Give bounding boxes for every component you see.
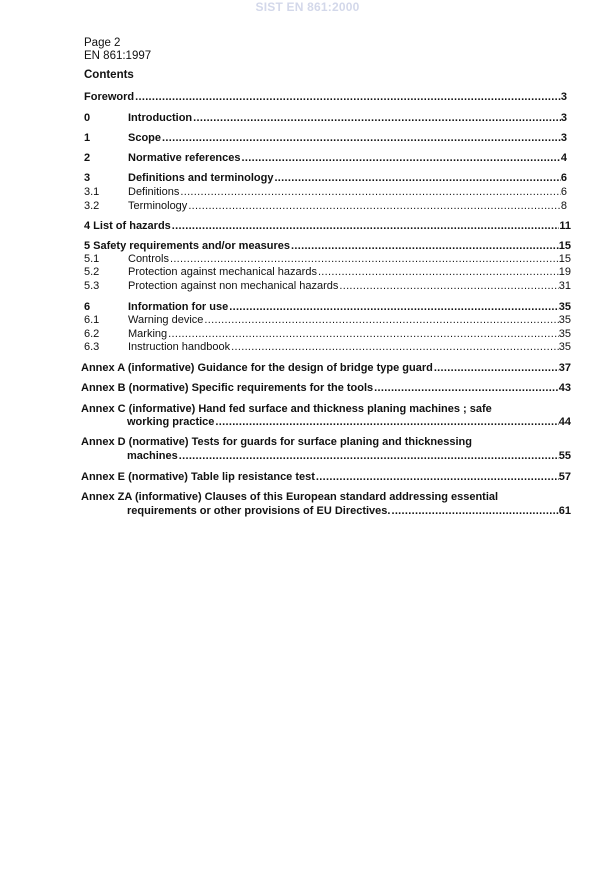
dot-leader xyxy=(231,341,559,354)
toc-entry-annex-a[interactable] xyxy=(0,362,615,375)
standard-id: EN 861:1997 xyxy=(84,50,152,62)
toc-entry-terminology[interactable] xyxy=(0,200,615,213)
toc-entry-marking[interactable] xyxy=(0,328,615,341)
toc-title: Controls xyxy=(128,253,169,265)
toc-entry-non-mechanical-hazards[interactable] xyxy=(0,280,615,293)
toc-number: 6 xyxy=(84,301,91,313)
toc-title: Foreword xyxy=(84,91,135,103)
toc-page: 43 xyxy=(558,382,571,394)
toc-entry-scope[interactable] xyxy=(0,132,615,145)
toc-number: 6.2 xyxy=(84,328,100,340)
dot-leader xyxy=(229,301,559,314)
toc-page: 3 xyxy=(560,91,567,103)
toc-title: Annex C (informative) Hand fed surface and thickness planing machines ; safe xyxy=(81,403,492,415)
toc-title: Annex A (informative) Guidance for the design of bridge type guard xyxy=(81,362,433,374)
toc-title: machines xyxy=(127,450,178,462)
toc-entry-mechanical-hazards[interactable] xyxy=(0,266,615,279)
toc-title: 5 Safety requirements and/or measures xyxy=(84,240,291,252)
toc-entry-instruction-handbook[interactable] xyxy=(0,341,615,354)
dot-leader xyxy=(318,266,559,279)
dot-leader xyxy=(179,450,559,463)
toc-entry-annex-za[interactable] xyxy=(0,505,615,518)
toc-page: 19 xyxy=(558,266,571,278)
toc-title: Protection against mechanical hazards xyxy=(128,266,317,278)
dot-leader xyxy=(172,220,560,233)
toc-title: Terminology xyxy=(128,200,188,212)
toc-page: 57 xyxy=(558,471,571,483)
toc-entry-annex-d-line1[interactable] xyxy=(0,436,615,449)
toc-page: 3 xyxy=(560,112,567,124)
toc-entry-list-of-hazards[interactable] xyxy=(0,220,615,233)
toc-title: Scope xyxy=(128,132,162,144)
toc-page: 11 xyxy=(559,220,571,232)
dot-leader xyxy=(316,471,559,484)
toc-page: 6 xyxy=(560,172,567,184)
toc-page: 15 xyxy=(558,253,571,265)
toc-title: requirements or other provisions of EU Directives. xyxy=(127,505,391,517)
toc-page: 35 xyxy=(558,341,571,353)
dot-leader xyxy=(215,416,558,429)
toc-page: 8 xyxy=(560,200,567,212)
toc-entry-annex-c[interactable] xyxy=(0,416,615,429)
toc-page: 15 xyxy=(558,240,571,252)
toc-page: 37 xyxy=(558,362,571,374)
toc-page: 44 xyxy=(558,416,571,428)
toc-page: 35 xyxy=(558,314,571,326)
toc-number: 5.3 xyxy=(84,280,100,292)
dot-leader xyxy=(374,382,559,395)
dot-leader xyxy=(434,362,559,375)
toc-page: 55 xyxy=(558,450,571,462)
toc-title: Instruction handbook xyxy=(128,341,231,353)
dot-leader xyxy=(339,280,558,293)
dot-leader xyxy=(168,328,559,341)
toc-number: 2 xyxy=(84,152,91,164)
page-number: Page 2 xyxy=(84,37,121,49)
dot-leader xyxy=(242,152,561,165)
toc-title: Annex E (normative) Table lip resistance test xyxy=(81,471,315,483)
toc-title: Definitions xyxy=(128,186,180,198)
toc-title: Normative references xyxy=(128,152,241,164)
toc-title: Warning device xyxy=(128,314,204,326)
toc-entry-controls[interactable] xyxy=(0,253,615,266)
dot-leader xyxy=(188,200,561,213)
toc-entry-foreword[interactable] xyxy=(0,91,615,104)
toc-page: 61 xyxy=(558,505,571,517)
toc-entry-introduction[interactable] xyxy=(0,112,615,125)
dot-leader xyxy=(291,240,559,253)
toc-entry-information-for-use[interactable] xyxy=(0,301,615,314)
toc-entry-definitions[interactable] xyxy=(0,186,615,199)
toc-entry-warning-device[interactable] xyxy=(0,314,615,327)
toc-title: Annex ZA (informative) Clauses of this European standard addressing essential xyxy=(81,491,499,503)
dot-leader xyxy=(162,132,561,145)
toc-entry-annex-e[interactable] xyxy=(0,471,615,484)
dot-leader xyxy=(391,505,558,518)
toc-page: 35 xyxy=(558,301,571,313)
toc-title: working practice xyxy=(127,416,215,428)
toc-page: 3 xyxy=(560,132,567,144)
dot-leader xyxy=(193,112,561,125)
toc-number: 6.3 xyxy=(84,341,100,353)
dot-leader xyxy=(135,91,561,104)
toc-number: 6.1 xyxy=(84,314,100,326)
toc-title: Annex B (normative) Specific requirements for the tools xyxy=(81,382,374,394)
toc-title: 4 List of hazards xyxy=(84,220,171,232)
toc-number: 1 xyxy=(84,132,91,144)
toc-entry-normative-references[interactable] xyxy=(0,152,615,165)
toc-entry-definitions-terminology[interactable] xyxy=(0,172,615,185)
toc-number: 3 xyxy=(84,172,91,184)
toc-title: Introduction xyxy=(128,112,193,124)
toc-page: 35 xyxy=(558,328,571,340)
toc-title: Protection against non mechanical hazards xyxy=(128,280,339,292)
toc-page: 31 xyxy=(558,280,571,292)
dot-leader xyxy=(204,314,558,327)
dot-leader xyxy=(170,253,559,266)
contents-title: Contents xyxy=(84,69,134,81)
toc-entry-annex-d[interactable] xyxy=(0,450,615,463)
toc-entry-annex-b[interactable] xyxy=(0,382,615,395)
toc-number: 0 xyxy=(84,112,91,124)
toc-number: 5.2 xyxy=(84,266,100,278)
toc-entry-annex-za-line1[interactable] xyxy=(0,491,615,504)
toc-entry-safety-requirements[interactable] xyxy=(0,240,615,253)
toc-title: Definitions and terminology xyxy=(128,172,274,184)
watermark: SIST EN 861:2000 xyxy=(255,0,360,14)
toc-page: 6 xyxy=(560,186,567,198)
dot-leader xyxy=(274,172,560,185)
toc-page: 4 xyxy=(560,152,567,164)
dot-leader xyxy=(180,186,561,199)
toc-number: 5.1 xyxy=(84,253,100,265)
toc-title: Marking xyxy=(128,328,168,340)
toc-number: 3.1 xyxy=(84,186,100,198)
toc-title: Annex D (normative) Tests for guards for surface planing and thicknessing xyxy=(81,436,472,448)
toc-number: 3.2 xyxy=(84,200,100,212)
toc-entry-annex-c-line1[interactable] xyxy=(0,403,615,416)
toc-title: Information for use xyxy=(128,301,229,313)
